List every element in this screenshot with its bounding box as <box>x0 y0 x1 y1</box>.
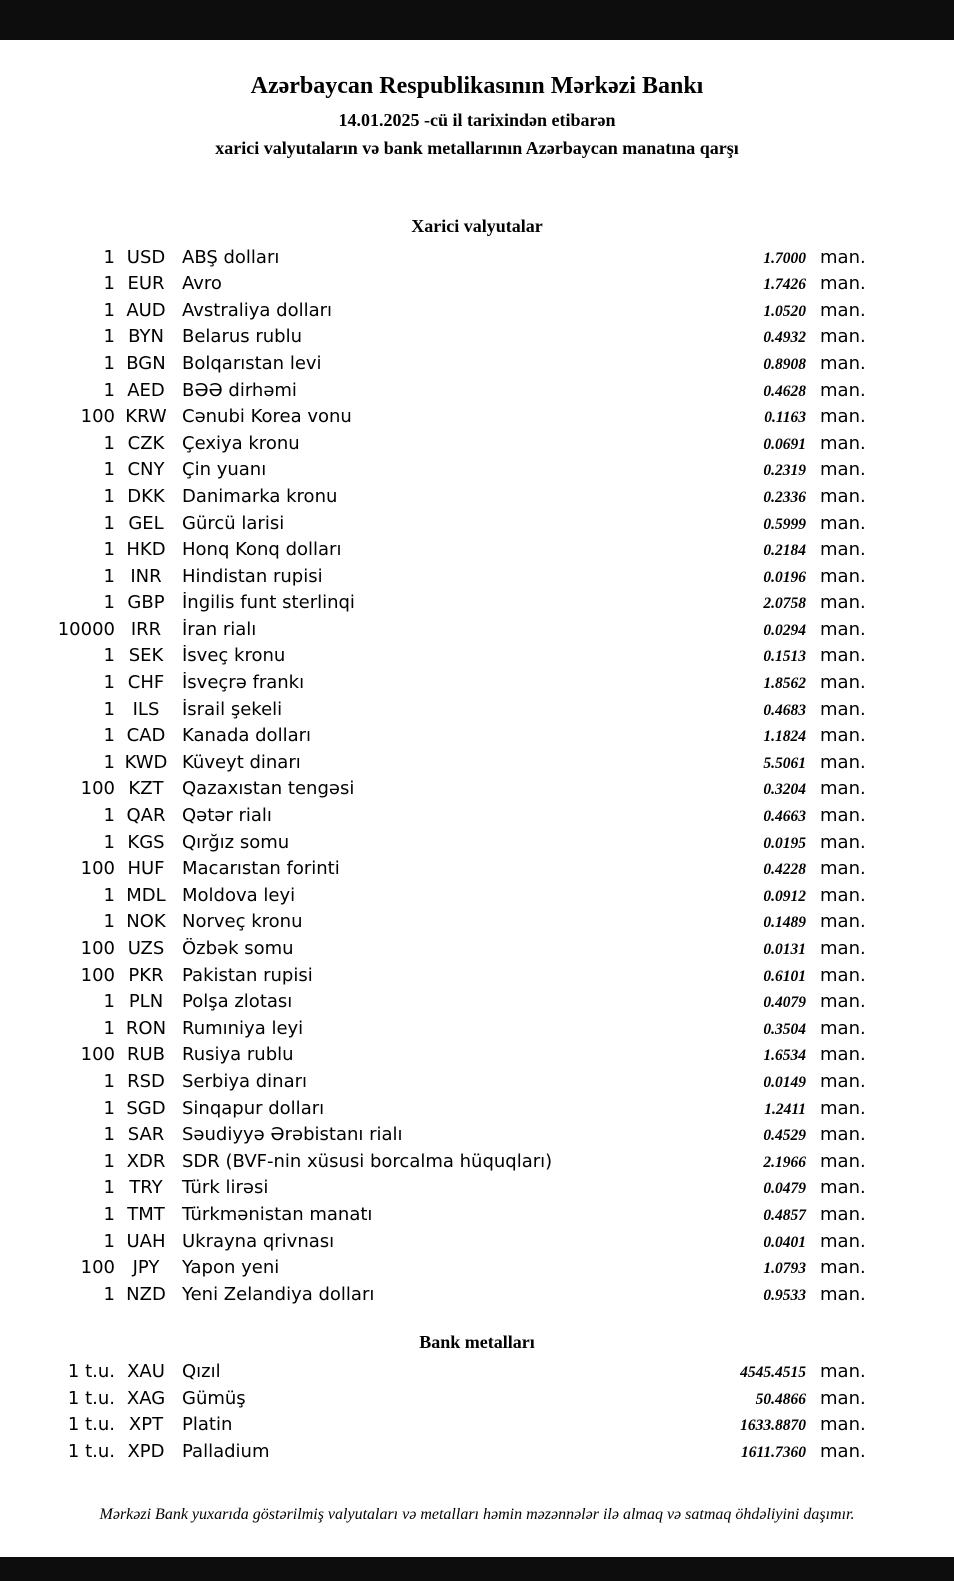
row-rate-value: 0.0401 <box>763 1233 806 1251</box>
row-unit-label: man. <box>820 884 866 906</box>
row-unit-label: man. <box>820 1097 866 1119</box>
row-rate-value: 2.1966 <box>763 1153 806 1171</box>
row-quantity: 100 <box>80 778 115 800</box>
rate-row <box>0 858 954 885</box>
row-currency-code: XAU <box>127 1360 165 1382</box>
page-title: Azərbaycan Respublikasının Mərkəzi Bankı <box>250 73 704 99</box>
row-rate-value: 0.0912 <box>763 887 806 905</box>
row-quantity: 1 <box>103 539 115 561</box>
row-unit-label: man. <box>820 645 866 667</box>
row-rate-value: 0.4932 <box>763 329 806 347</box>
row-currency-code: HKD <box>126 539 166 561</box>
rate-row <box>0 778 954 805</box>
row-currency-name: Qızıl <box>182 1360 221 1382</box>
row-rate-value: 1.0793 <box>763 1260 806 1278</box>
row-rate-value: 0.4529 <box>763 1127 806 1145</box>
rate-row <box>0 1151 954 1178</box>
currencies-section-title: Xarici valyutalar <box>411 215 543 236</box>
row-quantity: 1 t.u. <box>67 1387 115 1409</box>
row-currency-name: BƏƏ dirhəmi <box>182 379 297 401</box>
row-currency-name: Ukrayna qrivnası <box>182 1230 335 1252</box>
row-currency-name: İsveçrə frankı <box>182 672 305 694</box>
rate-row <box>0 725 954 752</box>
row-currency-name: Çin yuanı <box>182 459 267 481</box>
row-currency-name: İngilis funt sterlinqi <box>182 592 355 614</box>
rate-row <box>0 911 954 938</box>
row-currency-code: RON <box>125 1017 167 1039</box>
row-quantity: 1 <box>103 1177 115 1199</box>
row-rate-value: 0.4628 <box>763 382 806 400</box>
row-unit-label: man. <box>820 485 866 507</box>
row-unit-label: man. <box>820 459 866 481</box>
row-currency-name: Rusiya rublu <box>182 1044 294 1066</box>
row-quantity: 1 <box>103 592 115 614</box>
metals-section-title: Bank metalları <box>419 1332 535 1353</box>
row-currency-name: Qırğız somu <box>182 831 290 853</box>
row-currency-name: Türk lirəsi <box>182 1177 269 1199</box>
row-currency-name: Sinqapur dolları <box>182 1097 325 1119</box>
row-currency-name: Cənubi Korea vonu <box>182 406 352 428</box>
row-currency-name: ABŞ dolları <box>182 246 280 268</box>
row-quantity: 1 t.u. <box>67 1440 115 1462</box>
row-rate-value: 0.1489 <box>763 914 806 932</box>
row-unit-label: man. <box>820 1150 866 1172</box>
row-currency-code: IRR <box>130 618 162 640</box>
rate-row <box>0 1361 954 1388</box>
row-rate-value: 0.0195 <box>763 834 806 852</box>
row-unit-label: man. <box>820 911 866 933</box>
rate-row <box>0 1231 954 1258</box>
row-rate-value: 1.0520 <box>763 302 806 320</box>
row-rate-value: 0.1163 <box>764 409 806 427</box>
row-rate-value: 0.0691 <box>763 435 806 453</box>
row-rate-value: 4545.4515 <box>740 1363 806 1381</box>
row-currency-code: KGS <box>127 831 165 853</box>
row-quantity: 1 <box>103 299 115 321</box>
row-unit-label: man. <box>820 672 866 694</box>
row-unit-label: man. <box>820 1414 866 1436</box>
rate-row <box>0 1441 954 1468</box>
row-unit-label: man. <box>820 725 866 747</box>
bottom-black-bar <box>0 1557 954 1581</box>
row-unit-label: man. <box>820 991 866 1013</box>
row-currency-code: TRY <box>129 1177 163 1199</box>
row-currency-name: İsrail şekeli <box>182 698 283 720</box>
row-rate-value: 0.3504 <box>763 1020 806 1038</box>
row-rate-value: 0.4683 <box>763 701 806 719</box>
row-currency-name: Platin <box>182 1414 233 1436</box>
rate-row <box>0 805 954 832</box>
row-currency-name: Çexiya kronu <box>182 432 300 454</box>
row-unit-label: man. <box>820 299 866 321</box>
row-quantity: 1 <box>103 698 115 720</box>
row-rate-value: 1.6534 <box>763 1047 806 1065</box>
row-unit-label: man. <box>820 778 866 800</box>
row-currency-name: Palladium <box>182 1440 270 1462</box>
row-currency-code: SEK <box>128 645 164 667</box>
row-unit-label: man. <box>820 326 866 348</box>
rate-row <box>0 459 954 486</box>
row-unit-label: man. <box>820 1257 866 1279</box>
row-quantity: 10000 <box>57 618 115 640</box>
row-rate-value: 1633.8870 <box>740 1417 806 1435</box>
row-currency-name: Yeni Zelandiya dolları <box>182 1283 375 1305</box>
row-currency-code: SGD <box>126 1097 166 1119</box>
row-unit-label: man. <box>820 831 866 853</box>
row-quantity: 1 <box>103 432 115 454</box>
row-quantity: 1 <box>103 352 115 374</box>
rate-row <box>0 592 954 619</box>
row-quantity: 1 <box>103 751 115 773</box>
row-rate-value: 0.0479 <box>763 1180 806 1198</box>
row-quantity: 1 t.u. <box>67 1414 115 1436</box>
row-currency-name: Bolqarıstan levi <box>182 352 322 374</box>
rate-row <box>0 1044 954 1071</box>
row-currency-name: Yapon yeni <box>182 1257 280 1279</box>
rate-row <box>0 1018 954 1045</box>
row-currency-code: CHF <box>127 672 165 694</box>
row-quantity: 1 <box>103 991 115 1013</box>
row-rate-value: 0.4079 <box>763 994 806 1012</box>
rate-row <box>0 672 954 699</box>
row-quantity: 1 <box>103 831 115 853</box>
row-quantity: 100 <box>80 1257 115 1279</box>
row-currency-code: CZK <box>127 432 165 454</box>
row-rate-value: 50.4866 <box>755 1390 806 1408</box>
row-currency-code: RUB <box>126 1044 166 1066</box>
row-currency-code: KZT <box>128 778 164 800</box>
row-unit-label: man. <box>820 512 866 534</box>
row-unit-label: man. <box>820 406 866 428</box>
row-unit-label: man. <box>820 273 866 295</box>
row-unit-label: man. <box>820 379 866 401</box>
row-currency-code: GEL <box>128 512 164 534</box>
row-unit-label: man. <box>820 964 866 986</box>
row-currency-code: XPT <box>128 1414 164 1436</box>
rate-row <box>0 1257 954 1284</box>
row-quantity: 1 <box>103 884 115 906</box>
row-currency-code: AUD <box>126 299 166 321</box>
effective-date-subtitle: 14.01.2025 -cü il tarixindən etibarən <box>338 109 616 130</box>
row-currency-code: AED <box>127 379 165 401</box>
row-unit-label: man. <box>820 858 866 880</box>
row-unit-label: man. <box>820 1203 866 1225</box>
rate-row <box>0 1124 954 1151</box>
rate-row <box>0 965 954 992</box>
row-currency-code: PKR <box>128 964 164 986</box>
row-currency-code: KRW <box>125 406 167 428</box>
row-currency-code: EUR <box>127 273 165 295</box>
row-rate-value: 0.3204 <box>763 781 806 799</box>
row-rate-value: 1.1824 <box>763 728 806 746</box>
rate-row <box>0 1388 954 1415</box>
row-quantity: 1 <box>103 326 115 348</box>
rate-row <box>0 645 954 672</box>
row-currency-code: USD <box>126 246 166 268</box>
row-unit-label: man. <box>820 618 866 640</box>
row-unit-label: man. <box>820 1044 866 1066</box>
row-unit-label: man. <box>820 698 866 720</box>
row-currency-name: Polşa zlotası <box>182 991 293 1013</box>
row-currency-code: HUF <box>127 858 165 880</box>
row-rate-value: 0.2184 <box>763 542 806 560</box>
row-quantity: 1 <box>103 725 115 747</box>
row-quantity: 1 <box>103 1124 115 1146</box>
row-currency-name: Norveç kronu <box>182 911 303 933</box>
row-rate-value: 0.4228 <box>763 861 806 879</box>
row-unit-label: man. <box>820 352 866 374</box>
row-quantity: 1 <box>103 645 115 667</box>
row-currency-code: XAG <box>126 1387 166 1409</box>
rate-row <box>0 300 954 327</box>
row-quantity: 1 <box>103 379 115 401</box>
rate-row <box>0 991 954 1018</box>
disclaimer-text: Mərkəzi Bank yuxarıda göstərilmiş valyutaları və metalları həmin məzənnələr ilə almaq və satmaq öhdəliyini daşımır. <box>99 1506 855 1524</box>
row-quantity: 1 <box>103 672 115 694</box>
page-subtitle: xarici valyutaların və bank metallarının Azərbaycan manatına qarşı <box>215 138 739 159</box>
rate-row <box>0 433 954 460</box>
row-quantity: 100 <box>80 964 115 986</box>
row-currency-name: Belarus rublu <box>182 326 303 348</box>
row-currency-code: SAR <box>127 1124 165 1146</box>
row-quantity: 1 <box>103 1070 115 1092</box>
rate-row <box>0 539 954 566</box>
rate-row <box>0 273 954 300</box>
row-quantity: 1 <box>103 805 115 827</box>
row-currency-name: Macarıstan forinti <box>182 858 340 880</box>
rate-row <box>0 699 954 726</box>
row-currency-code: INR <box>130 565 162 587</box>
row-currency-code: CAD <box>126 725 166 747</box>
row-currency-code: BGN <box>126 352 166 374</box>
row-currency-code: XPD <box>127 1440 165 1462</box>
rate-row <box>0 513 954 540</box>
row-unit-label: man. <box>820 539 866 561</box>
row-currency-name: Avstraliya dolları <box>182 299 333 321</box>
rate-row <box>0 1204 954 1231</box>
row-currency-name: İsveç kronu <box>182 645 286 667</box>
row-unit-label: man. <box>820 1124 866 1146</box>
row-unit-label: man. <box>820 1283 866 1305</box>
row-currency-code: XDR <box>126 1150 166 1172</box>
row-rate-value: 0.0131 <box>763 941 806 959</box>
row-rate-value: 1.7000 <box>763 249 806 267</box>
row-quantity: 1 <box>103 1230 115 1252</box>
row-currency-code: ILS <box>132 698 160 720</box>
rate-row <box>0 1284 954 1311</box>
top-black-bar <box>0 0 954 40</box>
row-currency-code: RSD <box>127 1070 165 1092</box>
rate-row <box>0 1071 954 1098</box>
rate-row <box>0 832 954 859</box>
row-currency-name: Honq Konq dolları <box>182 539 342 561</box>
row-currency-code: UAH <box>126 1230 166 1252</box>
row-currency-name: SDR (BVF-nin xüsusi borcalma hüquqları) <box>182 1150 553 1172</box>
rate-row <box>0 1098 954 1125</box>
rate-row <box>0 752 954 779</box>
rate-row <box>0 380 954 407</box>
row-currency-code: UZS <box>127 938 165 960</box>
row-currency-name: Türkmənistan manatı <box>182 1203 373 1225</box>
rate-row <box>0 885 954 912</box>
row-currency-code: JPY <box>132 1257 160 1279</box>
row-quantity: 1 <box>103 246 115 268</box>
row-rate-value: 1.8562 <box>763 675 806 693</box>
row-currency-code: CNY <box>127 459 165 481</box>
row-currency-name: Gümüş <box>182 1387 246 1409</box>
row-quantity: 1 <box>103 911 115 933</box>
row-currency-name: Özbək somu <box>182 938 294 960</box>
rate-row <box>0 486 954 513</box>
row-quantity: 1 <box>103 1283 115 1305</box>
row-currency-name: Qazaxıstan tengəsi <box>182 778 355 800</box>
rate-row <box>0 566 954 593</box>
row-unit-label: man. <box>820 1017 866 1039</box>
row-rate-value: 1611.7360 <box>740 1443 806 1461</box>
row-currency-name: Rumıniya leyi <box>182 1017 304 1039</box>
row-currency-name: Moldova leyi <box>182 884 296 906</box>
row-currency-name: Avro <box>182 273 222 295</box>
row-quantity: 100 <box>80 858 115 880</box>
row-quantity: 1 <box>103 565 115 587</box>
row-quantity: 1 <box>103 1017 115 1039</box>
row-rate-value: 2.0758 <box>763 595 806 613</box>
row-quantity: 1 <box>103 1150 115 1172</box>
row-currency-code: NZD <box>126 1283 166 1305</box>
row-unit-label: man. <box>820 1230 866 1252</box>
row-rate-value: 0.0196 <box>763 568 806 586</box>
row-quantity: 100 <box>80 1044 115 1066</box>
row-quantity: 1 t.u. <box>67 1360 115 1382</box>
row-unit-label: man. <box>820 1360 866 1382</box>
row-currency-name: Kanada dolları <box>182 725 312 747</box>
row-rate-value: 0.0149 <box>763 1073 806 1091</box>
row-currency-code: QAR <box>126 805 166 827</box>
row-unit-label: man. <box>820 1177 866 1199</box>
row-rate-value: 0.6101 <box>763 967 806 985</box>
row-currency-code: BYN <box>128 326 164 348</box>
row-quantity: 100 <box>80 938 115 960</box>
rate-row <box>0 406 954 433</box>
row-unit-label: man. <box>820 1387 866 1409</box>
row-currency-name: Qətər rialı <box>182 805 272 827</box>
row-rate-value: 0.0294 <box>763 621 806 639</box>
row-rate-value: 0.2319 <box>763 462 806 480</box>
row-currency-code: PLN <box>128 991 164 1013</box>
row-rate-value: 0.2336 <box>763 488 806 506</box>
row-quantity: 1 <box>103 485 115 507</box>
row-currency-name: Hindistan rupisi <box>182 565 323 587</box>
row-currency-name: Danimarka kronu <box>182 485 338 507</box>
rate-row <box>0 1177 954 1204</box>
row-currency-code: KWD <box>124 751 168 773</box>
row-rate-value: 1.2411 <box>764 1100 806 1118</box>
row-quantity: 1 <box>103 1203 115 1225</box>
row-rate-value: 1.7426 <box>763 276 806 294</box>
row-unit-label: man. <box>820 432 866 454</box>
rate-row <box>0 247 954 274</box>
row-unit-label: man. <box>820 592 866 614</box>
rate-row <box>0 938 954 965</box>
rate-row <box>0 326 954 353</box>
row-currency-code: MDL <box>126 884 166 906</box>
row-quantity: 1 <box>103 459 115 481</box>
row-unit-label: man. <box>820 1070 866 1092</box>
row-currency-name: Gürcü larisi <box>182 512 285 534</box>
row-unit-label: man. <box>820 565 866 587</box>
row-unit-label: man. <box>820 246 866 268</box>
row-unit-label: man. <box>820 1440 866 1462</box>
row-currency-name: Serbiya dinarı <box>182 1070 307 1092</box>
row-rate-value: 0.4663 <box>763 808 806 826</box>
row-currency-name: Səudiyyə Ərəbistanı rialı <box>182 1124 403 1146</box>
rate-row <box>0 353 954 380</box>
row-currency-name: Pakistan rupisi <box>182 964 313 986</box>
row-quantity: 100 <box>80 406 115 428</box>
row-rate-value: 5.5061 <box>763 754 806 772</box>
row-currency-code: TMT <box>127 1203 165 1225</box>
row-currency-code: NOK <box>126 911 166 933</box>
currencies-table <box>0 247 954 1311</box>
row-quantity: 1 <box>103 1097 115 1119</box>
row-quantity: 1 <box>103 273 115 295</box>
row-rate-value: 0.5999 <box>763 515 806 533</box>
row-rate-value: 0.1513 <box>763 648 806 666</box>
row-unit-label: man. <box>820 805 866 827</box>
rate-row <box>0 619 954 646</box>
row-currency-name: Küveyt dinarı <box>182 751 301 773</box>
row-currency-name: İran rialı <box>182 618 257 640</box>
metals-table <box>0 1361 954 1467</box>
rate-row <box>0 1414 954 1441</box>
row-rate-value: 0.4857 <box>763 1206 806 1224</box>
row-quantity: 1 <box>103 512 115 534</box>
row-currency-code: GBP <box>127 592 165 614</box>
row-rate-value: 0.8908 <box>763 355 806 373</box>
row-currency-code: DKK <box>127 485 165 507</box>
row-unit-label: man. <box>820 938 866 960</box>
row-rate-value: 0.9533 <box>763 1286 806 1304</box>
row-unit-label: man. <box>820 751 866 773</box>
